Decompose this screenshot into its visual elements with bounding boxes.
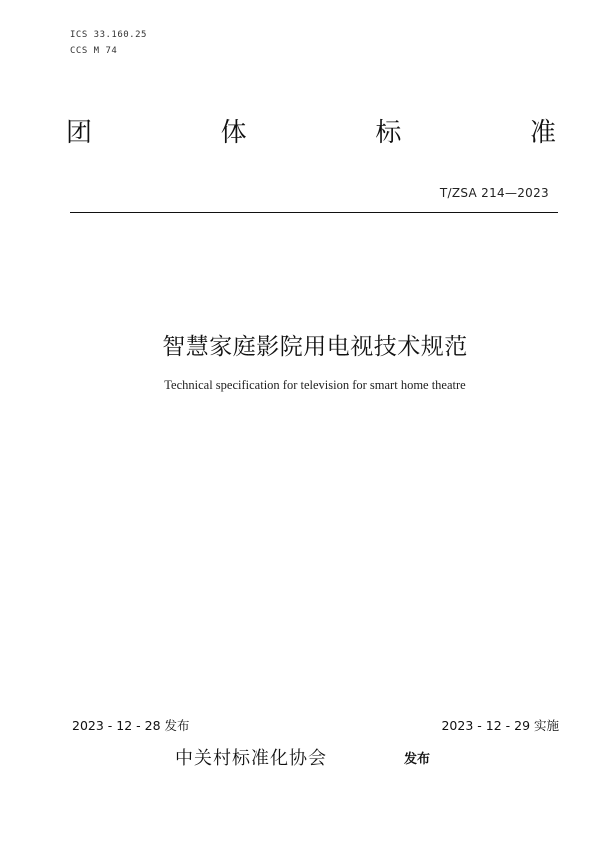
standard-type-heading	[66, 112, 556, 149]
title-chinese: 智慧家庭影院用电视技术规范	[162, 334, 468, 360]
standard-type-char: 团	[66, 118, 93, 148]
ccs-code: CCS M 74	[70, 46, 118, 56]
header-divider	[70, 212, 558, 213]
standard-type-char: 标	[375, 118, 402, 148]
issuer-verb: 发布	[404, 752, 431, 767]
title-english: Technical specification for television for smart home theatre	[164, 378, 466, 392]
standard-number: T/ZSA 214—2023	[439, 186, 549, 200]
standard-type-char: 体	[220, 118, 247, 148]
ics-code: ICS 33.160.25	[70, 30, 147, 40]
issuing-organization: 中关村标准化协会	[175, 748, 327, 769]
issue-date: 2023 - 12 - 28 发布	[72, 718, 190, 733]
standard-type-char: 准	[529, 118, 556, 148]
implementation-date: 2023 - 12 - 29 实施	[441, 718, 559, 733]
